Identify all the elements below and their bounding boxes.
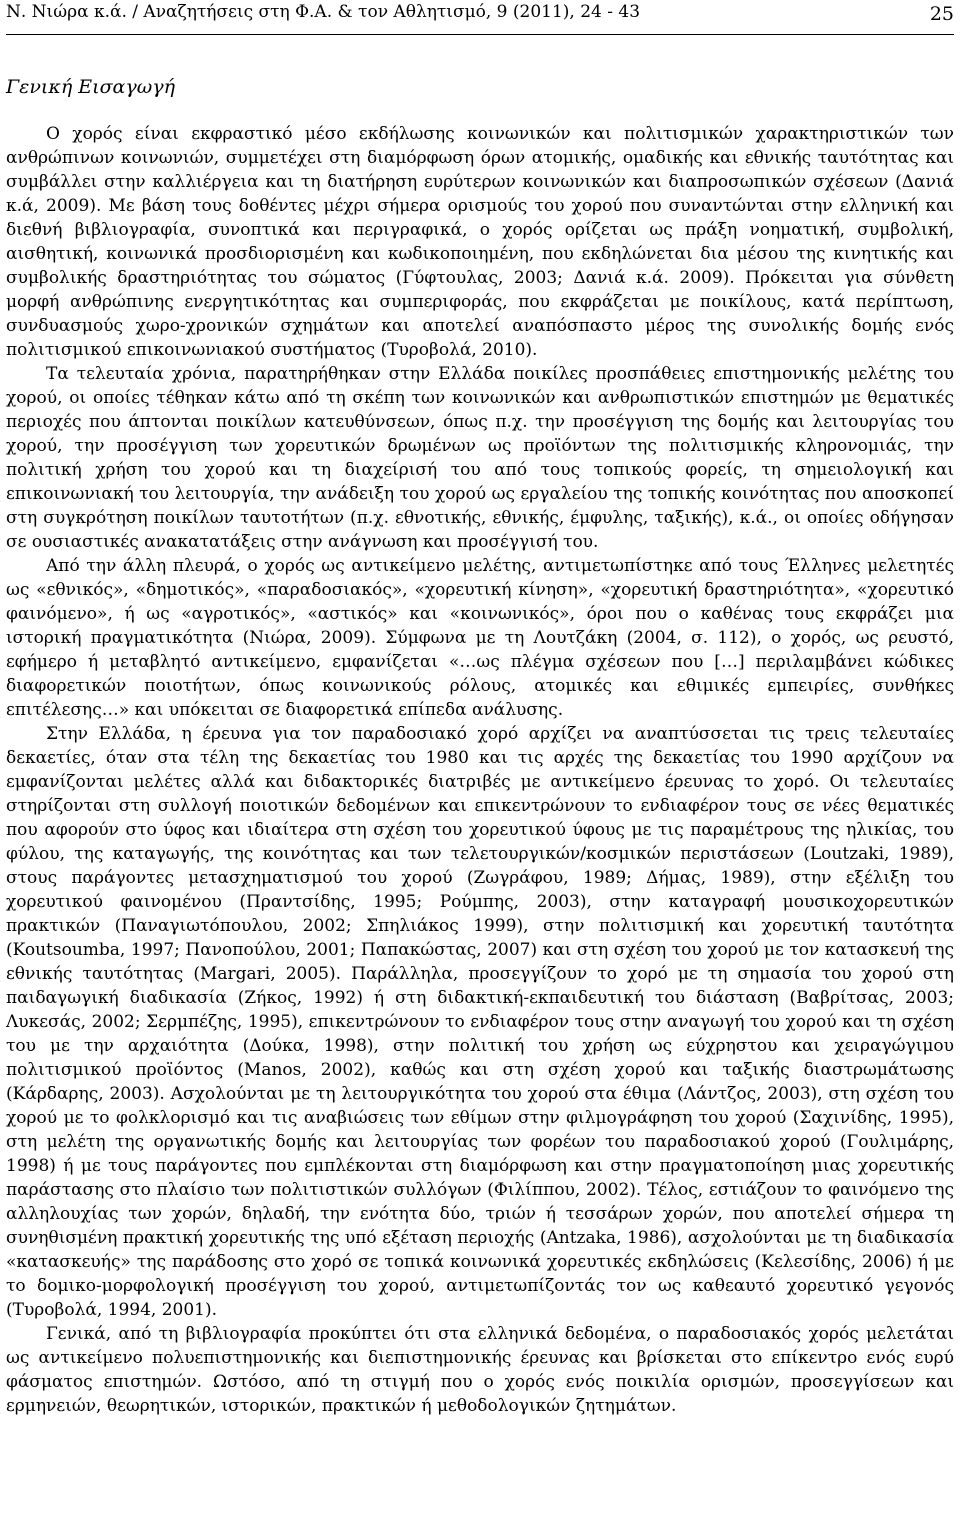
paragraph-research-in-greece: Στην Ελλάδα, η έρευνα για τον παραδοσιακό χορό αρχίζει να αναπτύσσεται τις τρεις τελευταίες δεκαετίες, όταν στα τέλη της δεκαετίας του 1980 και τις αρχές της δεκαετίας του 1990 αρχίζουν να εμφανίζονται μελέτες αλλά και διδακτορικές διατριβές με αντικείμενο έρευνας το χορό. Οι τελευταίες στηρίζονται στη συλλογή ποιοτικών δεδομένων και επικεντρώνουν το ενδιαφέρον τους σε νέες θεματικές που αφορούν στο ύφος και ιδιαίτερα στη σχέση του χορευτικού ύφους με τις παραμέτρους της ηλικίας, του φύλου, της καταγωγής, της κοινότητας και των τελετουργικών/κοσμικών περιστάσεων (Loutzaki, 1989), στους παράγοντες μετασχηματισμού του χορού (Ζωγράφου, 1989; Δήμας, 1989), στην εξέλιξη του χορευτικού φαινομένου (Πραντσίδης, 1995; Ρούμπης, 2003), στην καταγραφή μουσικοχορευτικών πρακτικών (Παναγιωτόπουλου, 2002; Σπηλιάκος 1999), στην πολιτισμική και χορευτική ταυτότητα (Koutsoumba, 1997; Πανοπούλου, 2001; Παπακώστας, 2007) και στη σχέση του χορού με τον κατασκευή της εθνικής ταυτότητας (Margari, 2005). Παράλληλα, προσεγγίζουν το χορό με τη σημασία του χορού στη παιδαγωγική διαδικασία (Ζήκος, 1992) ή στη διδακτική-εκπαιδευτική του διάσταση (Βαβρίτσας, 2003; Λυκεσάς, 2002; Σερμπέζης, 1995), επικεντρώνουν το ενδιαφέρον τους στην αναγωγή του χορού και τη σχέση του με την αρχαιότητα (Δούκα, 1998), στην πολιτική του χρήση ως εύχρηστου και χειραγώγιμου πολιτισμικού προϊόντος (Manos, 2002), καθώς και στη σχέση χορού και ταξικής διαστρωμάτωσης (Κάρδαρης, 2003). Ασχολούνται με τη λειτουργικότητα του χορού στα έθιμα (Λάντζος, 2003), στη σχέση του χορού με το φολκλορισμό και τις αναβιώσεις των εθίμων στην φιλμογράφηση του χορού (Σαχινίδης, 1995), στη μελέτη της οργανωτικής δομής και λειτουργίας των φορέων του παραδοσιακού χορού (Γουλιμάρης, 1998) ή με τους παράγοντες που εμπλέκονται στη διαμόρφωση και στην πραγματοποίηση μιας χορευτικής παράστασης στο πλαίσιο των πολιτιστικών συλλόγων (Φιλίππου, 2002). Τέλος, εστιάζουν το φαινόμενο της αλληλουχίας των χορών, δηλαδή, την ενότητα δύο, τριών ή τεσσάρων χορών, που αποτελεί σήμερα τη συνηθισμένη πρακτική χορευτικής της υπό εξέταση περιοχής (Antzaka, 1986), ασχολούνται με τη διαδικασία «κατασκευής» της παράδοσης στο χορό σε τοπικά κοινωνικά χορευτικές εκδηλώσεις (Κελεσίδης, 2006) ή με το δομικο-μορφολογική προσέγγιση του χορού, αντιμετωπίζοντάς τον ως καθεαυτό χορευτικό γεγονός (Τυροβολά, 1994, 2001). bbox=[6, 724, 954, 1320]
paragraph-dance-as-object: Από την άλλη πλευρά, ο χορός ως αντικείμενο μελέτης, αντιμετωπίστηκε από τους Έλληνες μελετητές ως «εθνικός», «δημοτικός», «παραδοσιακός», «χορευτική κίνηση», «χορευτική δραστηριότητα», «χορευτικό φαινόμενο», ή ως «αγροτικός», «αστικός» και «κοινωνικός», όροι που ο καθένας τους εκφράζει μια ιστορική πραγματικότητα (Νιώρα, 2009). Σύμφωνα με τη Λουτζάκη (2004, σ. 112), ο χορός, ως ρευστό, εφήμερο ή μεταβλητό αντικείμενο, εμφανίζεται «…ως πλέγμα σχέσεων που […] περιλαμβάνει κώδικες διαφορετικών ποιοτήτων, όπως κοινωνικούς ρόλους, ατομικές και εθιμικές εμπειρίες, συνθήκες επιτέλεσης…» και υπόκειται σε διαφορετικά επίπεδα ανάλυσης. bbox=[6, 556, 954, 720]
journal-citation: Ν. Νιώρα κ.ά. / Αναζητήσεις στη Φ.Α. & τον Αθλητισμό, 9 (2011), 24 - 43 bbox=[6, 2, 641, 22]
paragraph-general-conclusion: Γενικά, από τη βιβλιογραφία προκύπτει ότι στα ελληνικά δεδομένα, ο παραδοσιακός χορός μελετάται ως αντικείμενο πολυεπιστημονικής και διεπιστημονικής έρευνας και βρίσκεται στο επίκεντρο ενός ευρύ φάσματος επιστημών. Ωστόσο, από τη στιγμή που ο χορός ενός ποικιλία ορισμών, προσεγγίσεων και ερμηνειών, θεωρητικών, ιστορικών, πρακτικών ή μεθοδολογικών ζητημάτων. bbox=[6, 1324, 954, 1416]
paragraph-recent-research: Τα τελευταία χρόνια, παρατηρήθηκαν στην Ελλάδα ποικίλες προσπάθειες επιστημονικής μελέτης του χορού, οι οποίες τέθηκαν κάτω από τη σκέπη των κοινωνικών και ανθρωπιστικών επιστημών με θεματικές περιοχές που άπτονται ποικίλων κατευθύνσεων, όπως π.χ. την προσέγγιση της δομής και λειτουργίας του χορού, την προσέγγιση των χορευτικών δρωμένων ως προϊόντων της πολιτισμικής κληρονομιάς, την πολιτική χρήση του χορού και τη διαχείρισή του από τους τοπικούς φορείς, τη σημειολογική και επικοινωνιακή του λειτουργία, την ανάδειξη του χορού ως εργαλείου της τοπικής κοινότητας που αποσκοπεί στη συγκρότηση ποικίλων ταυτοτήτων (π.χ. εθνοτικής, εθνικής, έμφυλης, ταξικής), κ.ά., οι οποίες οδήγησαν σε ουσιαστικές ανακατατάξεις στην ανάγνωση και προσέγγισή του. bbox=[6, 364, 954, 552]
section-title: Γενική Εισαγωγή bbox=[6, 76, 175, 98]
body-text bbox=[6, 122, 954, 1418]
page-number: 25 bbox=[929, 3, 954, 25]
paragraph-introduction: Ο χορός είναι εκφραστικό μέσο εκδήλωσης κοινωνικών και πολιτισμικών χαρακτηριστικών των ανθρώπινων κοινωνιών, συμμετέχει στη διαμόρφωση όρων ατομικής, ομαδικής και εθνικής ταυτότητας και συμβάλλει στην καλλιέργεια και τη διατήρηση ευρύτερων κοινωνικών και διαπροσωπικών σχέσεων (Δανιά κ.ά, 2009). Με βάση τους δοθέντες μέχρι σήμερα ορισμούς του χορού που συναντώνται στην ελληνική και διεθνή βιβλιογραφία, συνοπτικά και περιγραφικά, ο χορός ορίζεται ως πράξη νοηματική, συμβολική, αισθητική, κοινωνικά προσδιορισμένη και κωδικοποιημένη, που εκδηλώνεται δια μέσου της κινητικής και συμβολικής δραστηριότητας του σώματος (Γύφτουλας, 2003; Δανιά κ.ά. 2009). Πρόκειται για σύνθετη μορφή ανθρώπινης ενεργητικότητας και συμπεριφοράς, που εκφράζεται με ποικίλους, κατά περίπτωση, συνδυασμούς χωρο-χρονικών σχημάτων και αποτελεί αναπόσπαστο μέρος της συνολικής δομής ενός πολιτισμικού επικοινωνιακού συστήματος (Τυροβολά, 2010). bbox=[6, 124, 954, 360]
running-header bbox=[6, 0, 954, 35]
